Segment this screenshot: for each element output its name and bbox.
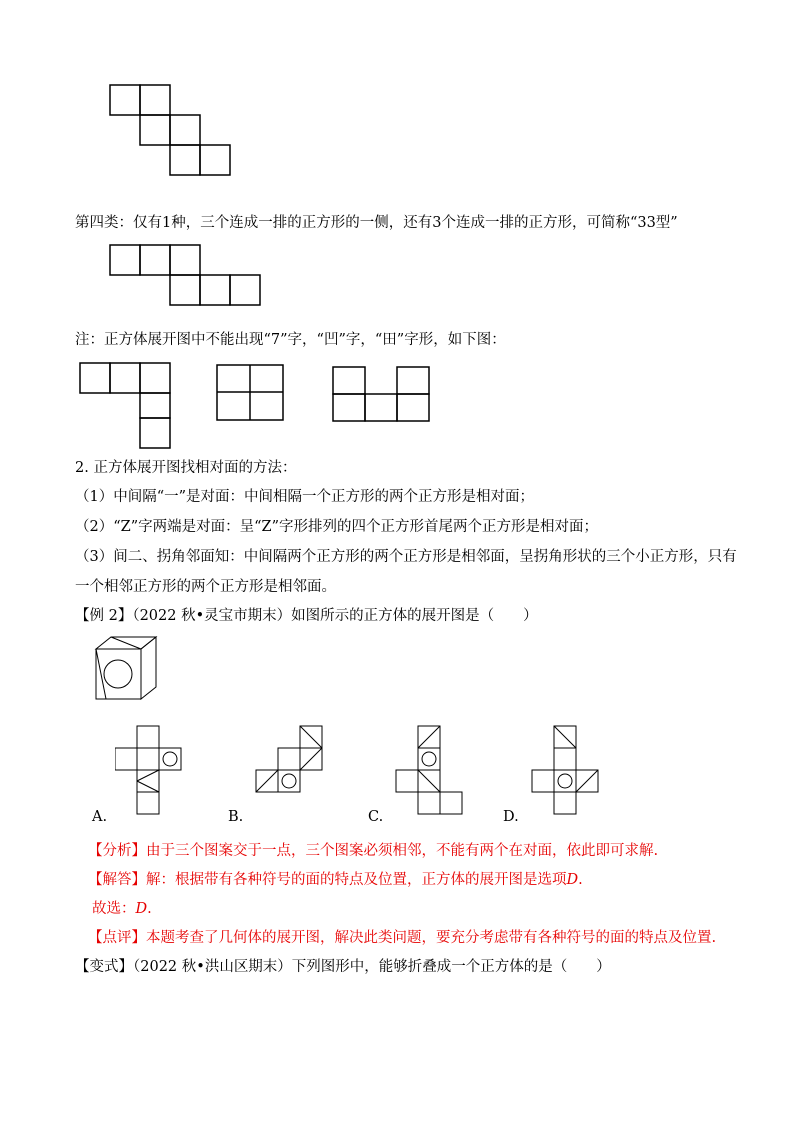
option-d-net[interactable] [528, 724, 608, 824]
note-text: 注：正方体展开图中不能出现“7”字，“凹”字，“田”字形，如下图： [75, 332, 506, 348]
choice-text [92, 899, 152, 919]
answer-prefix: 【解答】解：根据带有各种符号的面的特点及位置，正方体的展开图是选项 [88, 872, 567, 888]
answer-suffix: . [578, 872, 583, 888]
analysis-text: 【分析】由于三个图案交于一点，三个图案必须相邻，不能有两个在对面，依此即可求解. [88, 843, 659, 859]
variant-text: 【变式】（2022 秋•洪山区期末）下列图形中，能够折叠成一个正方体的是（ ） [75, 959, 611, 975]
cube-figure [92, 634, 162, 704]
type4-title: 第四类：仅有1种，三个连成一排的正方形的一侧，还有3个连成一排的正方形，可简称“33型” [75, 215, 678, 231]
choice-prefix: 故选： [92, 901, 136, 917]
answer-letter: D [566, 872, 579, 888]
seven-shape-figure [75, 358, 175, 453]
option-a-net[interactable] [115, 724, 195, 824]
option-b-net[interactable] [252, 724, 332, 804]
answer-text [88, 870, 583, 890]
choice-suffix: . [147, 901, 152, 917]
method-3b: 一个相邻正方形的两个正方形是相邻面。 [75, 579, 336, 595]
method-3a: （3）间二、拐角邻面知：中间隔两个正方形的两个正方形是相邻面，呈拐角形状的三个小正方形，只有 [75, 549, 737, 565]
method-1: （1）中间隔“一”是对面：中间相隔一个正方形的两个正方形是相对面； [75, 489, 535, 505]
comment-text: 【点评】本题考查了几何体的展开图，解决此类问题，要充分考虑带有各种符号的面的特点及位置. [88, 930, 717, 946]
choice-letter: D [135, 901, 148, 917]
tian-shape-figure [212, 360, 287, 425]
33-type-net-figure [100, 240, 265, 310]
method-title: 2. 正方体展开图找相对面的方法： [75, 460, 297, 476]
method-2: （2）“Z”字两端是对面：呈“Z”字形排列的四个正方形首尾两个正方形是相对面； [75, 519, 599, 535]
option-b-label: B. [228, 809, 244, 825]
staircase-net-figure [100, 75, 235, 180]
option-d-label: D. [503, 809, 519, 825]
option-c-net[interactable] [392, 724, 472, 824]
example-title: 【例 2】（2022 秋•灵宝市期末）如图所示的正方体的展开图是（ ） [75, 608, 538, 624]
ao-shape-figure [328, 362, 438, 427]
option-a-label: A. [92, 809, 108, 825]
option-c-label: C. [368, 809, 384, 825]
